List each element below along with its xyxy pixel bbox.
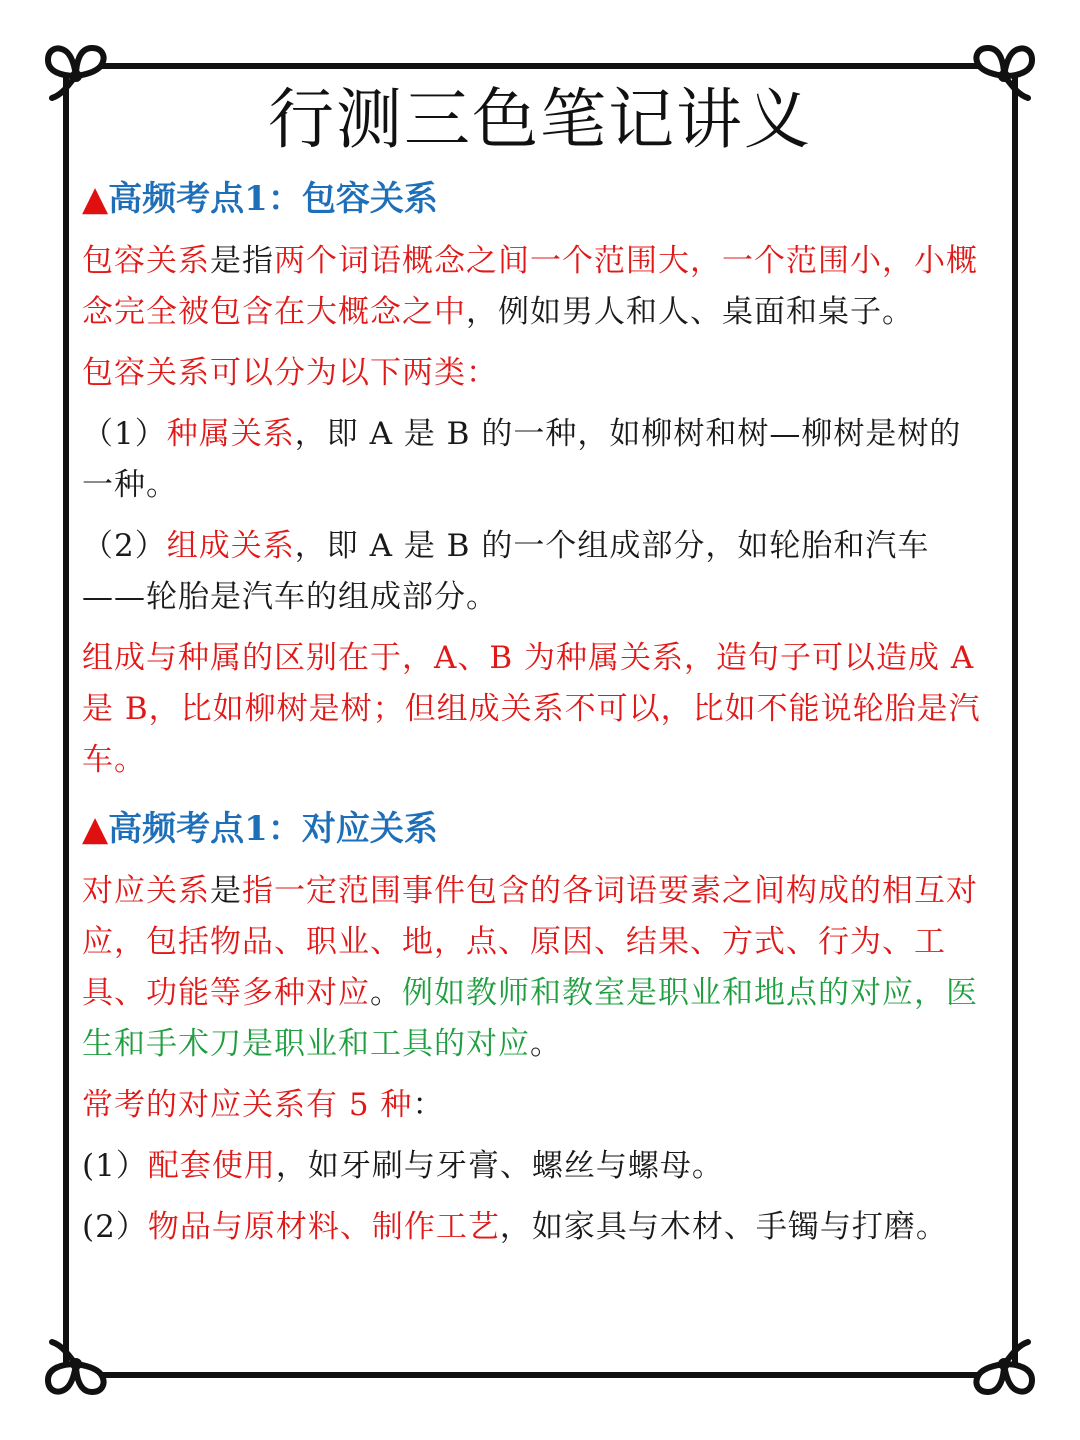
highlight-red: 种属关系 <box>166 416 295 452</box>
plain-text: ，例如男人和人、桌面和桌子。 <box>466 294 914 330</box>
triangle-marker-icon: ▲ <box>82 809 109 849</box>
loop-ornament-icon <box>42 1328 112 1398</box>
paragraph-note: 组成与种属的区别在于，A、B 为种属关系，造句子可以造成 A 是 B，比如柳树是树；但组成关系不可以，比如不能说轮胎是汽车。 <box>82 640 981 778</box>
list-item <box>82 1202 992 1253</box>
item-number: （2） <box>82 528 167 564</box>
section-heading-inclusion <box>82 172 992 226</box>
section-heading-correspondence <box>82 802 992 856</box>
list-item <box>82 409 992 511</box>
page-title: 行测三色笔记讲义 <box>268 81 812 158</box>
plain-text: ，如牙刷与牙膏、螺丝与螺母。 <box>275 1148 724 1184</box>
heading-text: 高频考点1：对应关系 <box>108 809 438 849</box>
highlight-red: 物品与原材料、制作工艺 <box>147 1209 500 1245</box>
paragraph <box>82 866 992 1070</box>
highlight-red: 常考的对应关系有 5 种 <box>82 1087 413 1123</box>
highlight-red: 两个词语概念之间一个范围大，一个范围小，小概念完全被包含在大概念之中 <box>82 243 978 330</box>
corner-ornament-bottom-left <box>42 1328 112 1398</box>
heading-text: 高频考点1：包容关系 <box>108 179 438 219</box>
paragraph: 包容关系可以分为以下两类： <box>82 355 498 391</box>
list-item <box>82 521 992 623</box>
corner-ornament-bottom-right <box>968 1328 1038 1398</box>
item-number: （1） <box>82 416 167 452</box>
highlight-red: 对应关系 <box>82 873 210 909</box>
plain-text: 。 <box>370 975 402 1011</box>
paragraph <box>82 236 992 338</box>
notes-content <box>82 172 992 1263</box>
plain-text: ，即 A 是 B 的一种，如柳树和树—柳树是树的一种。 <box>82 416 962 503</box>
plain-text: ： <box>412 1087 445 1123</box>
highlight-red: 包容关系 <box>82 243 210 279</box>
item-number: (2） <box>82 1209 148 1245</box>
triangle-marker-icon: ▲ <box>82 179 109 219</box>
highlight-red: 指一定范围事件包含的各词语要素之间构成的相互对应，包括物品、职业、地，点、原因、结果、方式、行为、工具、功能等多种对应 <box>82 873 978 1011</box>
highlight-red: 组成关系 <box>166 528 295 564</box>
loop-ornament-icon <box>968 1328 1038 1398</box>
plain-text: 是 <box>210 873 242 909</box>
highlight-red: 配套使用 <box>147 1148 276 1184</box>
item-number: (1） <box>82 1148 148 1184</box>
list-item <box>82 1141 992 1192</box>
plain-text: 。 <box>530 1026 562 1062</box>
plain-text: ，如家具与木材、手镯与打磨。 <box>499 1209 948 1245</box>
plain-text: 是指 <box>210 243 274 279</box>
plain-text: ，即 A 是 B 的一个组成部分，如轮胎和汽车——轮胎是汽车的组成部分。 <box>82 528 930 615</box>
paragraph <box>82 1080 992 1131</box>
highlight-green: 例如教师和教室是职业和地点的对应，医生和手术刀是职业和工具的对应 <box>82 975 978 1062</box>
